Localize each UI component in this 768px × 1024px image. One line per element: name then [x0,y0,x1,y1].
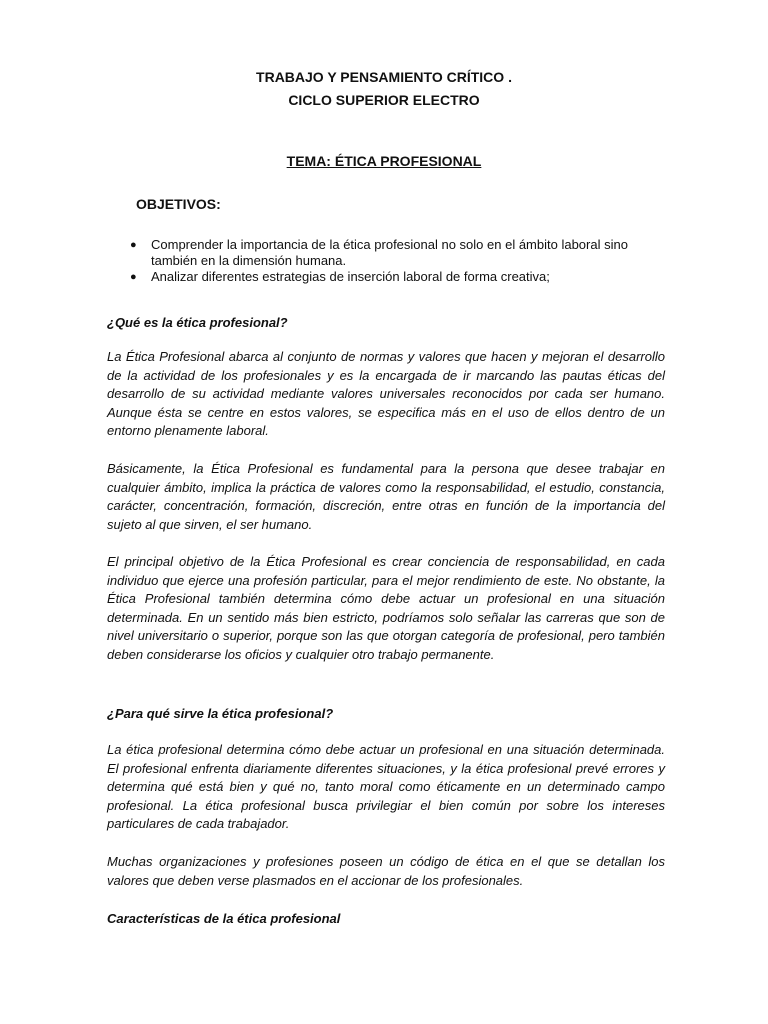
bullet-icon: ● [130,271,137,283]
paragraph: La Ética Profesional abarca al conjunto de normas y valores que hacen y mejoran el desarrollo de la actividad de los profesionales y es la encargada de ir marcando las pautas éticas del desarrollo de su actividad mediante valores universales reconocidos por cada ser humano. Aunque ésta se centre en estos valores, se especifica más en el uso de ellos dentro de un entorno plenamente laboral. [107,349,665,439]
paragraph: Básicamente, la Ética Profesional es fundamental para la persona que desee trabajar en cualquier ámbito, implica la práctica de valores como la responsabilidad, el estudio, constancia, carácter, concentración, formación, discreción, entre otras en función de la importancia del sujeto al que sirven, el ser humano. [107,461,665,532]
section-heading-que-es: ¿Qué es la ética profesional? [107,315,288,330]
document-title: TRABAJO Y PENSAMIENTO CRÍTICO . [256,69,512,85]
topic-heading: TEMA: ÉTICA PROFESIONAL [286,153,482,169]
objectives-heading: OBJETIVOS: [136,196,221,212]
bullet-icon: ● [130,239,137,251]
section-heading-para-que-sirve: ¿Para qué sirve la ética profesional? [107,706,334,721]
list-item-text: Comprender la importancia de la ética profesional no solo en el ámbito laboral sino también en la dimensión humana. [151,237,628,268]
list-item-text: Analizar diferentes estrategias de inserción laboral de forma creativa; [151,269,550,284]
list-item [128,269,648,285]
paragraph: La ética profesional determina cómo debe actuar un profesional en una situación determinada. El profesional enfrenta diariamente diferentes situaciones, y la ética profesional prevé errores y determina qué está bien y qué no, tanto moral como éticamente en un determinado campo profesional. La ética profesional busca privilegiar el bien común por sobre los intereses particulares de cada trabajador. [107,742,665,832]
section-heading-caracteristicas: Características de la ética profesional [107,911,341,926]
paragraph: Muchas organizaciones y profesiones poseen un código de ética en el que se detallan los valores que deben verse plasmados en el accionar de los profesionales. [107,854,665,888]
list-item [128,237,648,269]
objectives-list [128,237,648,285]
document-subtitle: CICLO SUPERIOR ELECTRO [288,92,480,108]
paragraph: El principal objetivo de la Ética Profesional es crear conciencia de responsabilidad, en cada individuo que ejerce una profesión particular, para el mejor rendimiento de este. No obstante, la Ética Profesional también determina cómo debe actuar un profesional en una situación determinada. En un sentido más bien estricto, podríamos solo señalar las carreras que son de nivel universitario o superior, porque son las que otorgan categoría de profesional, pero también deben considerarse los oficios y cualquier otro trabajo permanente. [107,554,665,662]
